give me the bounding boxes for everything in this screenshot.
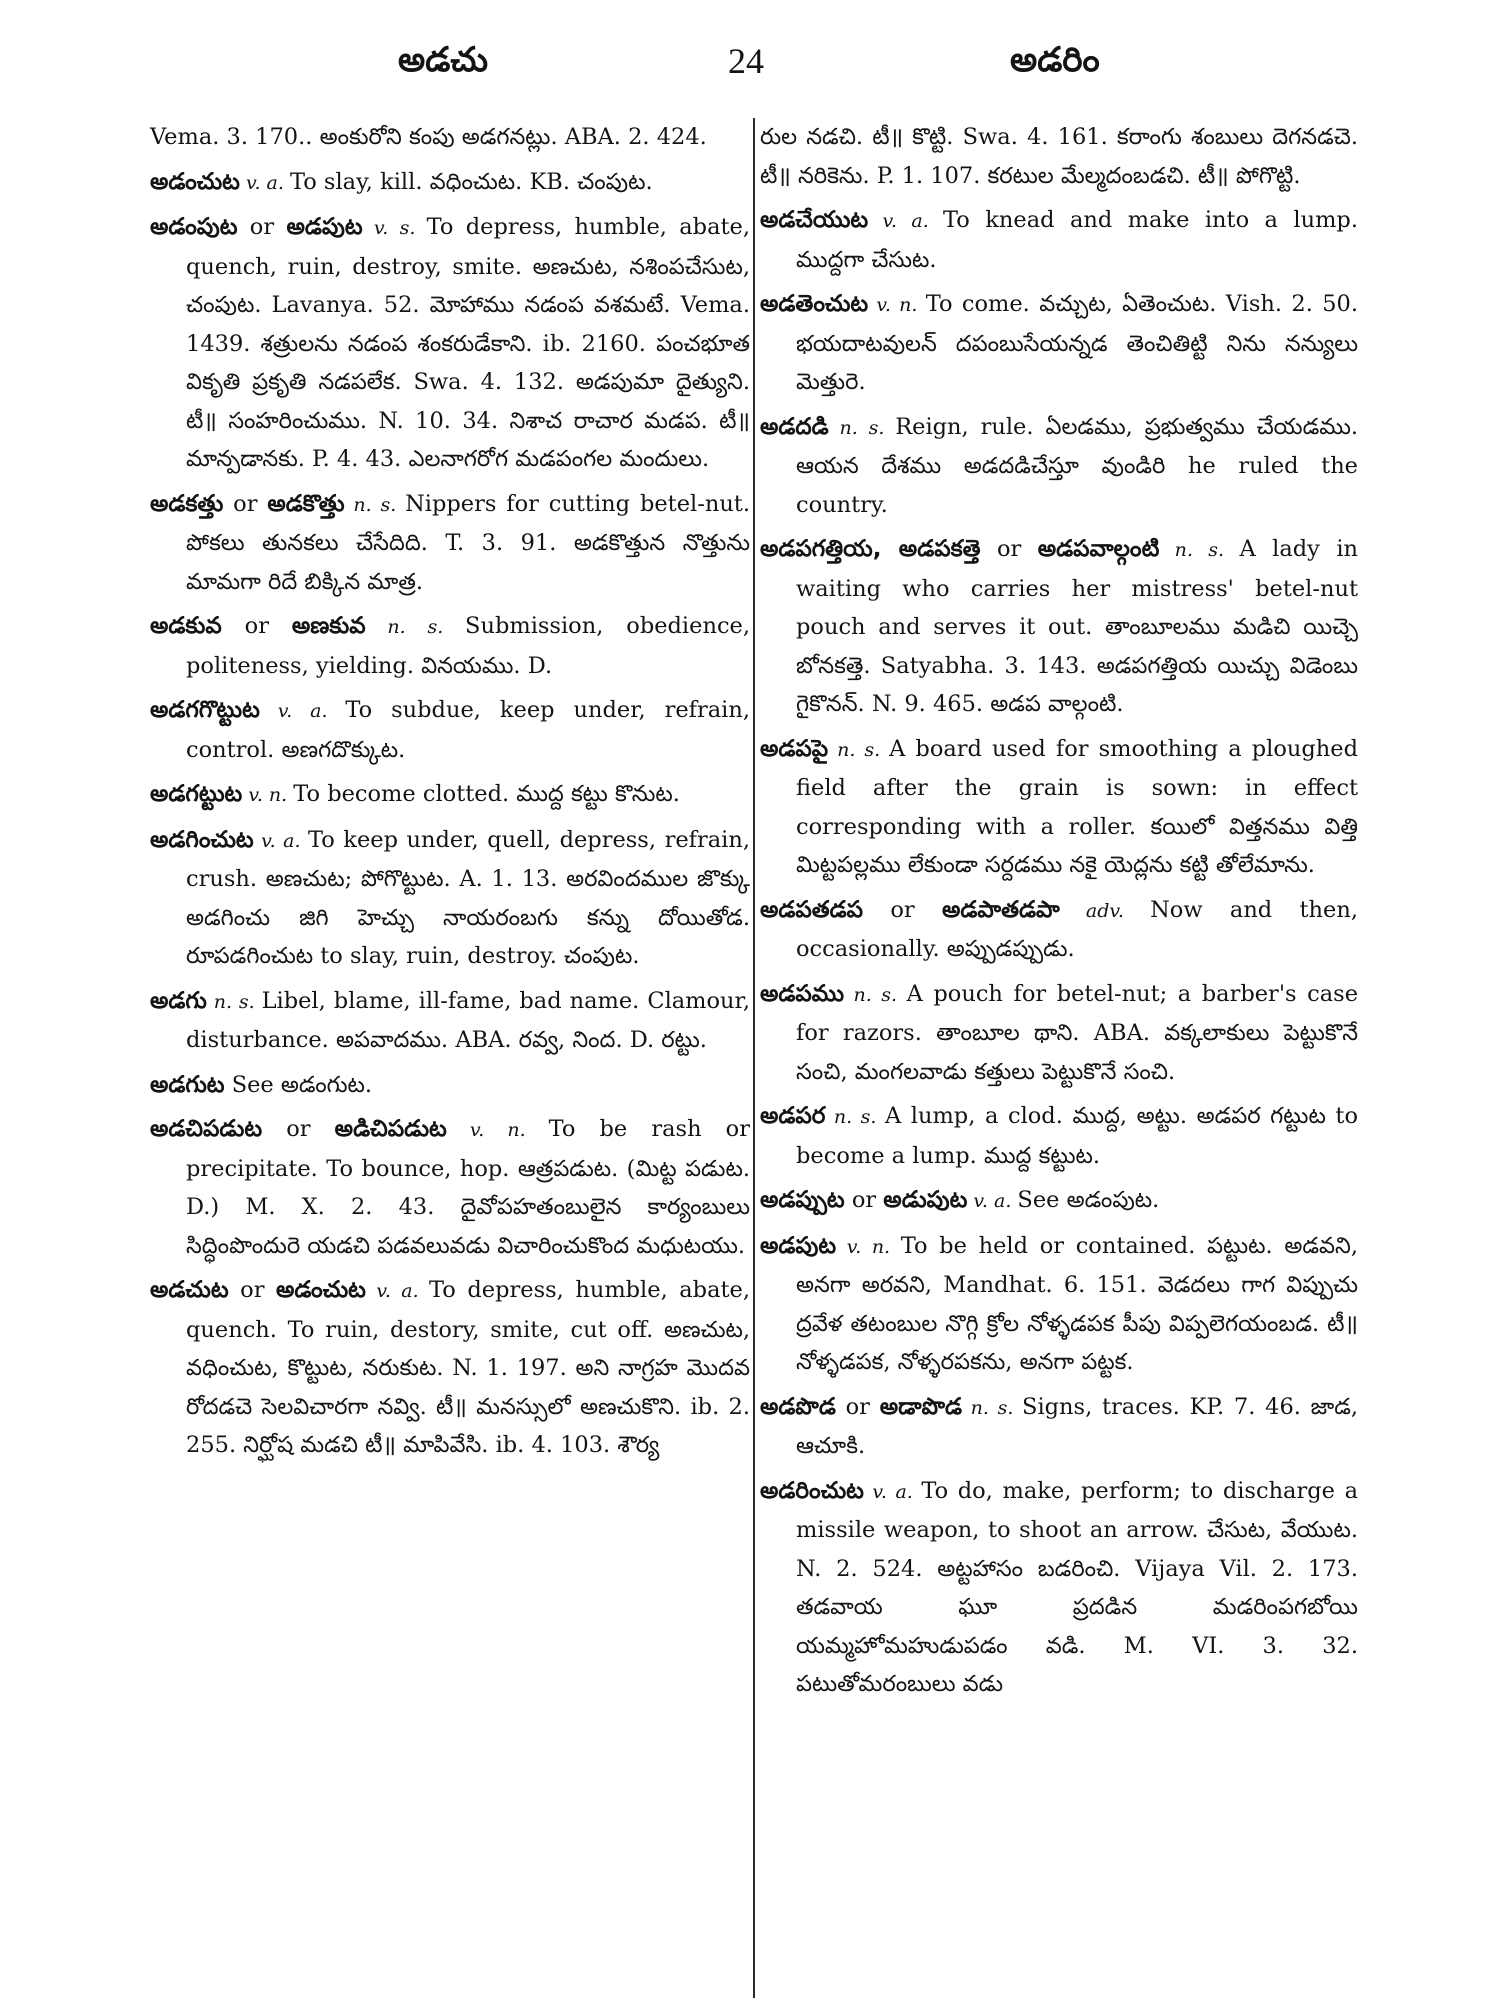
- headword: అడగించుట: [150, 826, 254, 853]
- entry-text: To depress, humble, abate, quench, ruin, destroy, smite. అణచుట, నశింపచేసుట, చంపుట. Lavanya. 52. మోహాము నడంప వశమటే. Vema. 1439. శత్రులను నడంప శంకరుడేకాని. ib. 2160. పంచభూత వికృతి ప్రకృతి నడపలేక. Swa. 4. 132. అడపుమా దైత్యుని. టీ॥ సంహరించుము. N. 10. 34. నిశాచ రాచార మడప. టీ॥ మాన్పడానకు. P. 4. 43. ఎలనాగరోగ మడపంగల మందులు.: [186, 214, 751, 472]
- headword: అడతెంచుట: [760, 291, 869, 317]
- dictionary-entry: [760, 1181, 1358, 1221]
- dictionary-entry: [760, 408, 1358, 525]
- entry-text: To depress, humble, abate, quench. To ruin, destory, smite, cut off. అణచుట, వధించుట, కొట్టుట, నరుకుట. N. 1. 197. అని నాగ్రహ మొదవ రోదడచె సెలవిచారగా నవ్వి. టీ॥ మనస్సులో అణచుకొని. ib. 2. 255. నిర్ఘోష మడచి టీ॥ మాపివేసి. ib. 4. 103. శౌర్య: [186, 1277, 750, 1458]
- grammar-label: v. n.: [242, 784, 294, 806]
- grammar-label: v. s.: [362, 217, 427, 239]
- headword: అడకొత్తు: [267, 490, 345, 517]
- entry-text: Signs, traces. KP. 7. 46. జాడ, ఆచూకి.: [796, 1393, 1359, 1459]
- dictionary-entry: [150, 607, 750, 685]
- entry-text: or: [221, 613, 292, 639]
- headword: అడపగత్తియ, అడపకత్తె: [760, 536, 981, 562]
- entry-text: or: [835, 1393, 880, 1420]
- dictionary-entry: [760, 1227, 1358, 1382]
- page-number: 24: [728, 41, 764, 81]
- headword: అడపము: [760, 980, 845, 1007]
- headword: అడపొడ: [760, 1393, 836, 1420]
- entry-text: To subdue, keep under, refrain, control. అణగదొక్కుట.: [186, 697, 750, 763]
- entry-text: Libel, blame, ill-fame, bad name. Clamour, disturbance. అపవాదము. ABA. రవ్వ, నింద. D. రట్టు.: [186, 987, 750, 1053]
- grammar-label: n. s.: [828, 738, 890, 761]
- entry-text: or: [223, 490, 268, 517]
- dictionary-entry: [150, 982, 750, 1060]
- grammar-label: n. s.: [365, 616, 466, 638]
- headword: అడంపుట: [150, 214, 238, 240]
- dictionary-entry: [150, 118, 750, 157]
- headword: అడదడి: [760, 413, 829, 440]
- headword: అడచిపడుట: [150, 1116, 263, 1142]
- headword: అడుపుట: [883, 1187, 968, 1213]
- entry-text: or: [262, 1116, 335, 1142]
- right-guide-word: అడరిం: [1010, 40, 1100, 80]
- headword: అడరించుట: [760, 1477, 864, 1504]
- dictionary-entry: [760, 530, 1358, 724]
- headword: అడపవాల్గంటి: [1037, 536, 1160, 562]
- grammar-label: v. a.: [868, 210, 944, 232]
- entry-text: See అడంగుట.: [224, 1071, 373, 1098]
- headword: అడచేయుట: [760, 207, 869, 233]
- headword: అడగట్టుట: [150, 781, 243, 807]
- entry-text: or: [228, 1277, 276, 1303]
- dictionary-entry: [760, 1472, 1358, 1704]
- entry-text: or: [237, 214, 287, 240]
- entry-text: or: [980, 536, 1038, 562]
- headword: అడగగొట్టుట: [150, 697, 260, 723]
- grammar-label: v. a.: [365, 1280, 430, 1302]
- grammar-label: n. s.: [844, 983, 907, 1006]
- entry-text: or: [863, 896, 942, 923]
- headword: అడంచుట: [275, 1277, 366, 1303]
- headword: అడకువ: [150, 613, 222, 639]
- page-header: [0, 40, 1500, 90]
- headword: అణకువ: [291, 613, 366, 639]
- entry-text: Submission, obedience, politeness, yielding. వినయము. D.: [186, 613, 751, 679]
- grammar-label: n. s.: [962, 1396, 1023, 1419]
- entry-text: A board used for smoothing a ploughed field after the grain is sown: in effect corresponding with a roller. కయిలో విత్తనము విత్తి మిట్టపల్లము లేకుండా సర్దడము నకై యెద్లను కట్టి తోలేమాను.: [796, 735, 1358, 878]
- grammar-label: v. a.: [239, 171, 290, 194]
- headword: అడగు: [150, 987, 207, 1014]
- entry-text: or: [844, 1187, 884, 1213]
- entry-text: Reign, rule. ఏలడము, ప్రభుత్వము చేయడము. ఆయన దేశము అడదడిచేస్తూ వుండిరి he ruled the country.: [796, 413, 1358, 518]
- headword: అడగుట: [150, 1071, 225, 1098]
- grammar-label: n. s.: [206, 990, 262, 1013]
- dictionary-entry: [150, 691, 750, 769]
- entry-text: రుల నడచి. టీ॥ కొట్టి. Swa. 4. 161. కరాంగు శంబులు దెగనడచె. టీ॥ నరికెను. P. 1. 107. కరటుల మేల్మదంబడచి. టీ॥ పోగొట్టి.: [760, 124, 1358, 189]
- dictionary-entry: [150, 1110, 750, 1265]
- headword: అడచుట: [150, 1277, 229, 1303]
- entry-text: To keep under, quell, depress, refrain, crush. అణచుట; పోగొట్టుట. A. 1. 13. అరవిందముల జొక్కు అడగించు జిగి హెచ్చు నాయరంబగు కన్ను దోయితోడ. రూపడగించుట to slay, ruin, destroy. చంపుట.: [186, 826, 750, 969]
- dictionary-entry: [150, 485, 750, 602]
- grammar-label: n. s.: [1159, 539, 1240, 561]
- headword: అడపుట: [286, 214, 363, 240]
- headword: అడంచుట: [150, 168, 240, 195]
- dictionary-entry: [760, 285, 1358, 402]
- left-column: [150, 118, 750, 1471]
- entry-text: To be rash or precipitate. To bounce, hop. ఆత్రపడుట. (మిట్ట పడుట. D.) M. X. 2. 43. దైవోపహతంబులైన కార్యంబులు సిద్ధింపొందురె యడచి పడవలువడు విచారించుకొంద మధుటయు.: [186, 1116, 750, 1259]
- dictionary-entry: [760, 118, 1358, 195]
- grammar-label: v. a.: [253, 829, 308, 852]
- entry-text: A pouch for betel-nut; a barber's case for razors. తాంబూల థాని. ABA. వక్కలాకులు పెట్టుకొనే సంచి, మంగలవాడు కత్తులు పెట్టుకొనే సంచి.: [796, 980, 1359, 1085]
- entry-text: Now and then, occasionally. అప్పుడప్పుడు.: [796, 896, 1358, 962]
- entry-text: To come. వచ్చుట, ఏతెంచుట. Vish. 2. 50. భయదాటవులన్ దపంబుసేయన్నడ తెంచితిట్టి నిను నన్యులు మెత్తురె.: [796, 291, 1358, 395]
- entry-text: To knead and make into a lump. ముద్దగా చేసుట.: [796, 207, 1358, 273]
- entry-text: To be held or contained. పట్టుట. అడవని, అనగా అరవని, Mandhat. 6. 151. వెడదలు గాగ విప్పుచు ద్రవేళ తటంబుల నొగ్గి క్రోల నోళ్ళడపక పీపు విప్పలెగయంబడ. టీ॥ నోళ్ళడపక, నోళ్ళరపకను, అనగా పట్టక.: [796, 1232, 1358, 1375]
- headword: అడప్పుట: [760, 1187, 845, 1213]
- dictionary-entry: [150, 1271, 750, 1465]
- headword: అడకత్తు: [150, 490, 224, 517]
- dictionary-entry: [150, 1066, 750, 1105]
- headword: అడపపై: [760, 735, 829, 762]
- headword: అడపుట: [760, 1232, 837, 1259]
- grammar-label: adv.: [1059, 899, 1151, 922]
- dictionary-entry: [150, 163, 750, 203]
- grammar-label: v. a.: [863, 1480, 922, 1503]
- column-divider: [753, 118, 755, 1998]
- grammar-label: v. a.: [259, 700, 346, 722]
- headword: అడిచిపడుట: [334, 1116, 447, 1142]
- headword: అడపర: [760, 1103, 826, 1129]
- grammar-label: v. n.: [868, 294, 926, 316]
- grammar-label: n. s.: [828, 416, 896, 439]
- headword: అడపతడప: [760, 896, 864, 923]
- headword: అడపాతడపా: [941, 896, 1060, 923]
- dictionary-entry: [760, 1097, 1358, 1175]
- grammar-label: n. s.: [344, 493, 406, 516]
- dictionary-entry: [760, 201, 1358, 279]
- dictionary-entry: [760, 730, 1358, 885]
- dictionary-entry: [150, 208, 750, 479]
- grammar-label: v. a.: [967, 1190, 1018, 1212]
- entry-text: To become clotted. ముద్ద కట్టు కొనుట.: [293, 781, 680, 807]
- headword: అడాపొడ: [879, 1393, 962, 1420]
- dictionary-entry: [150, 821, 750, 976]
- grammar-label: n. s.: [825, 1106, 885, 1128]
- entry-text: To do, make, perform; to discharge a missile weapon, to shoot an arrow. చేసుట, వేయుట. N. 2. 524. అట్టహాసం బడరించి. Vijaya Vil. 2. 173. తడవాయ ఘూ ప్రదడిన మడరింపగబోయి యమ్మహోమహుడుపడం వడి. M. VI. 3. 32. పటుతోమరంబులు వడు: [796, 1477, 1358, 1697]
- entry-text: See అడంపుట.: [1017, 1187, 1160, 1213]
- dictionary-entry: [760, 891, 1358, 969]
- entry-text: Vema. 3. 170.. అంకురోని కంపు అడగనట్లు. ABA. 2. 424.: [150, 124, 707, 150]
- dictionary-entry: [760, 1388, 1358, 1466]
- entry-text: To slay, kill. వధించుట. KB. చంపుట.: [289, 168, 653, 195]
- left-guide-word: అడచు: [398, 40, 488, 80]
- entry-text: Nippers for cutting betel-nut. పోకలు తునకలు చేసేదిది. T. 3. 91. అడకొత్తున నొత్తును మామగా రిదే బిక్కిన మాత్ర.: [186, 490, 750, 595]
- dictionary-entry: [760, 975, 1358, 1092]
- entry-text: A lady in waiting who carries her mistress' betel-nut pouch and serves it out. తాంబూలము మడిచి యిచ్చె బోనకత్తె. Satyabha. 3. 143. అడపగత్తియ యిచ్చు విడెంబు గైకొనన్. N. 9. 465. అడప వాల్గంటి.: [796, 536, 1359, 717]
- grammar-label: v. n.: [446, 1119, 549, 1141]
- entry-text: A lump, a clod. ముద్ద, అట్టు. అడపర గట్టుట to become a lump. ముద్ద కట్టుట.: [796, 1103, 1358, 1169]
- dictionary-entry: [150, 775, 750, 815]
- right-column: [760, 118, 1358, 1710]
- grammar-label: v. n.: [836, 1235, 901, 1258]
